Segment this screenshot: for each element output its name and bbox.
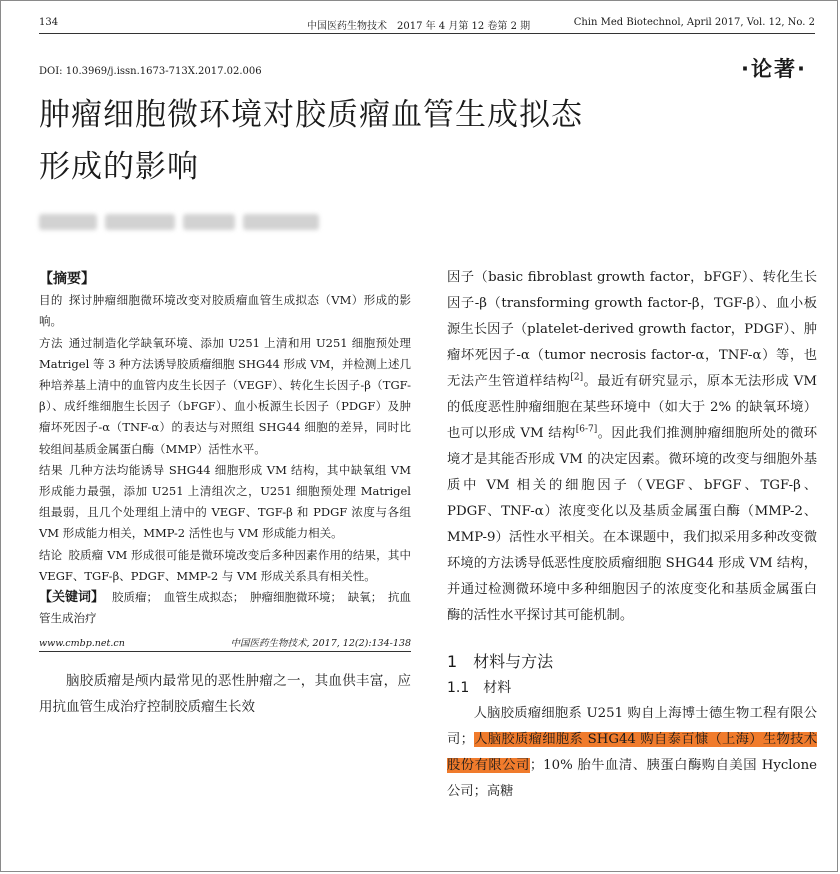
abstract-conclusion <box>39 545 411 587</box>
abstract-methods <box>39 333 411 460</box>
results-text: 几种方法均能诱导 SHG44 细胞形成 VM 结构，其中缺氧组 VM 形成能力最强，添加 U251 上清组次之，U251 细胞预处理 Matrigel 组最弱，且几个处理组上清中的 VEGF、TGF-β 和 PDGF 浓度与各组 VM 形成能力相关，MMP-2 活性也与 VM 形成能力相关。 <box>39 462 411 541</box>
materials-paragraph <box>447 701 817 805</box>
paragraph-text: 因子（basic fibroblast growth factor，bFGF）、转化生长因子-β（transforming growth factor-β，TGF-β）、血小板源生长因子（platelet-derived growth factor，PDGF）、肿瘤坏死因子-α（tumor necrosis factor-α，TNF-α）等，也无法产生管道样结构 <box>447 270 817 389</box>
paragraph-text: 。因此我们推测肿瘤细胞所处的微环境才是其能否形成 VM 的决定因素。微环境的改变与细胞外基质中 VM 相关的细胞因子（VEGF、bFGF、TGF-β、PDGF、TNF-α）浓度变化以及基质金属蛋白酶（MMP-2、MMP-9）活性水平相关。在本课题中，我们拟采用多种改变微环境的方法诱导低恶性度胶质瘤细胞 SHG44 形成 VM 结构，并通过检测微环境中多种细胞因子的浓度变化和基质金属蛋白酶的活性水平探讨其可能机制。 <box>447 426 818 623</box>
citation-footline <box>39 631 411 652</box>
conclusion-text: 胶质瘤 VM 形成很可能是微环境改变后多种因素作用的结果，其中 VEGF、TGF-β、PDGF、MMP-2 与 VM 形成关系具有相关性。 <box>39 547 412 583</box>
redacted-block <box>243 214 319 230</box>
body-column <box>447 265 817 805</box>
objective-label: 目的 <box>39 293 63 308</box>
abstract-results <box>39 460 411 545</box>
redacted-block <box>183 214 235 230</box>
abstract-objective <box>39 290 411 332</box>
keywords-text: 胶质瘤； 血管生成拟态； 肿瘤细胞微环境； 缺氧； 抗血管生成治疗 <box>39 590 412 626</box>
paragraph-text: 。最近有研究显示，原本无法形成 VM 的低度恶性肿瘤细胞在某些环境中（如大于 2% 的缺氧环境）也可以形成 VM 结构 <box>447 374 817 441</box>
keywords <box>39 587 411 629</box>
journal-url: www.cmbp.net.cn <box>39 638 125 650</box>
conclusion-label: 结论 <box>39 547 63 562</box>
methods-text: 通过制造化学缺氧环境、添加 U251 上清和用 U251 细胞预处理 Matrigel 等 3 种方法诱导胶质瘤细胞 SHG44 形成 VM，并检测上述几种培养基上清中的血管内皮生长因子（VEGF）、转化生长因子-β（TGF-β）、成纤维细胞生长因子（bFGF）、血小板源生长因子（PDGF）及肿瘤坏死因子-α（TNF-α）的表达与对照组 SHG44 细胞的差异，同时比较组间基质金属蛋白酶（MMP）活性水平。 <box>39 335 412 456</box>
abstract-heading: 【摘要】 <box>39 271 95 287</box>
doi: DOI: 10.3969/j.issn.1673-713X.2017.02.006 <box>39 66 262 77</box>
page-number: 134 <box>39 17 59 28</box>
authors-redacted <box>39 209 329 235</box>
redacted-block <box>105 214 175 230</box>
subsection-heading: 1.1 材料 <box>447 680 512 696</box>
objective-text: 探讨肿瘤细胞微环境改变对胶质瘤血管生成拟态（VM）形成的影响。 <box>39 293 412 329</box>
keywords-label: 【关键词】 <box>39 590 105 606</box>
journal-name-en: Chin Med Biotechnol, April 2017, Vol. 12, No. 2 <box>573 17 815 28</box>
title-line-2: 形成的影响 <box>39 149 199 185</box>
intro-paragraph-continued <box>447 265 817 629</box>
paragraph-text: ；10% 胎牛血清、胰蛋白酶购自美国 Hyclone 公司；高糖 <box>447 758 817 799</box>
paragraph-text: 人脑胶质瘤细胞系 U251 购自上海博士德生物工程有限公司； <box>447 706 817 747</box>
running-header <box>39 13 815 34</box>
results-label: 结果 <box>39 462 63 477</box>
highlighted-text: 人脑胶质瘤细胞系 SHG44 购自泰百慷（上海）生物技术股份有限公司 <box>447 732 817 773</box>
reference-marker: [2] <box>570 372 584 383</box>
citation: 中国医药生物技术, 2017, 12(2):134-138 <box>230 638 411 650</box>
abstract-column <box>39 269 411 720</box>
intro-paragraph: 脑胶质瘤是颅内最常见的恶性肿瘤之一，其血供丰富，应用抗血管生成治疗控制胶质瘤生长效 <box>39 673 411 716</box>
reference-marker: [6-7] <box>575 424 598 435</box>
article-title <box>39 89 583 193</box>
journal-name-cn: 中国医药生物技术 2017 年 4 月第 12 卷第 2 期 <box>307 21 531 32</box>
section-heading: 1 材料与方法 <box>447 652 554 671</box>
methods-label: 方法 <box>39 335 63 350</box>
title-line-1: 肿瘤细胞微环境对胶质瘤血管生成拟态 <box>39 97 583 133</box>
section-type: ·论著· <box>741 57 807 81</box>
redacted-block <box>39 214 97 230</box>
